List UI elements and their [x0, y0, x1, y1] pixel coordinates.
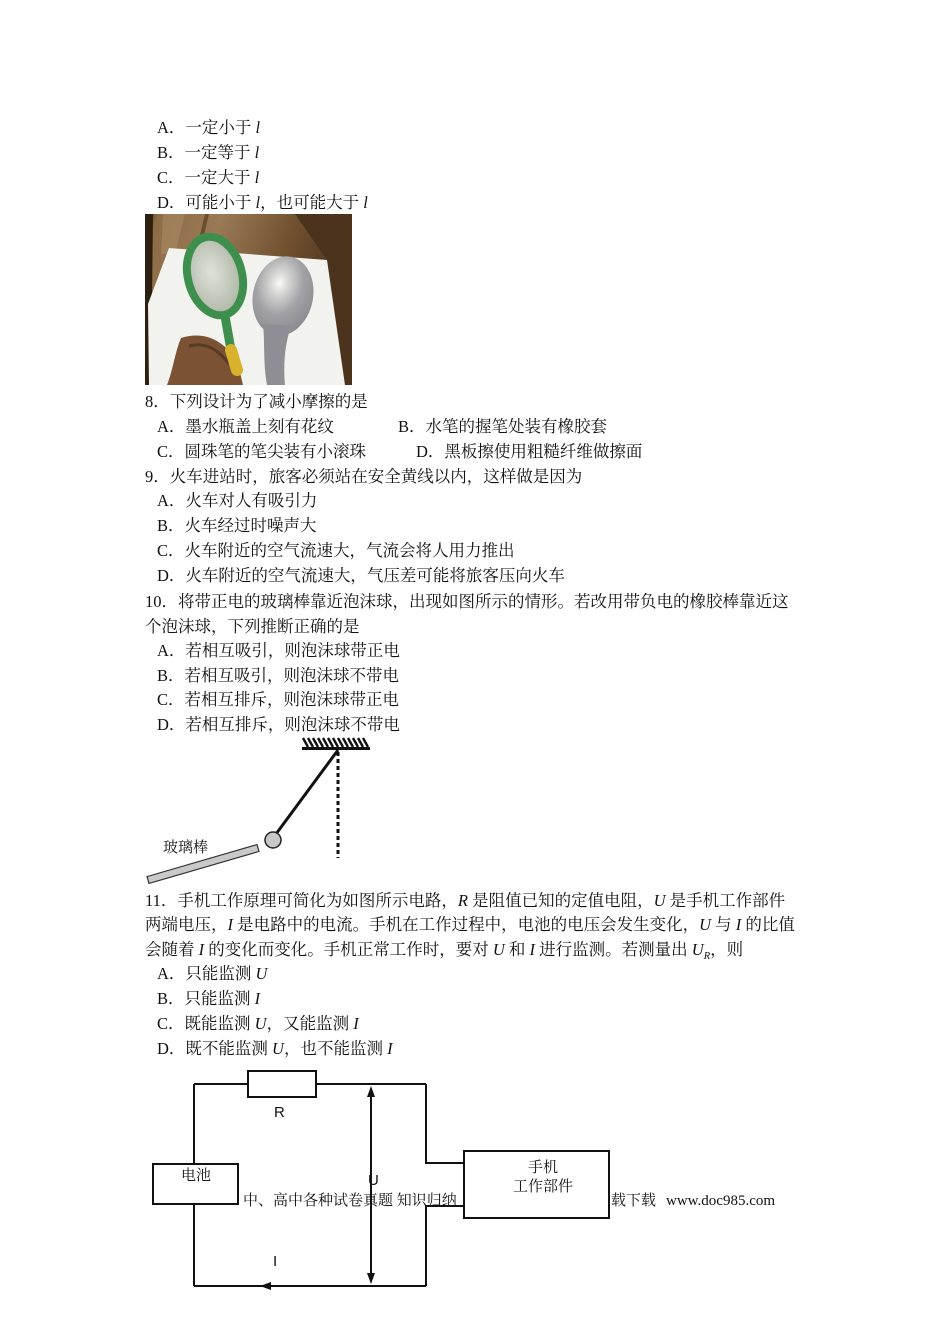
variable-l: l — [254, 168, 260, 187]
option-key: C． — [157, 541, 185, 560]
option-key: C． — [157, 442, 185, 461]
q8-stem: 8．下列设计为了减小摩擦的是 — [145, 392, 368, 411]
q10-stem-line2: 个泡沫球，下列推断正确的是 — [145, 617, 360, 636]
subscript-R: R — [703, 951, 711, 962]
foam-ball-figure — [140, 734, 380, 890]
option-key: C． — [157, 168, 185, 187]
stem-text: 是手机工作部件 — [665, 891, 786, 910]
variable-U: U — [255, 964, 268, 983]
option-key: C． — [157, 1014, 185, 1033]
stem-text: 会随着 — [145, 940, 199, 959]
q9-option-a — [157, 491, 317, 511]
variable-U: U — [691, 940, 704, 959]
variable-I: I — [529, 940, 536, 959]
option-key: B． — [157, 143, 185, 162]
q7-option-a — [157, 118, 260, 138]
q11-option-a — [157, 964, 267, 984]
option-text: 火车附近的空气流速大，气压差可能将旅客压向火车 — [185, 566, 565, 585]
variable-I: I — [387, 1039, 393, 1058]
option-text: 可能小于 — [185, 193, 256, 212]
q11-stem-line1 — [145, 891, 785, 911]
wire-right-upper — [426, 1084, 464, 1163]
voltage-label: U — [368, 1172, 379, 1189]
option-text: 圆珠笔的笔尖装有小滚珠 — [184, 442, 367, 461]
option-key: D． — [157, 715, 186, 734]
stem-text: 两端电压， — [145, 915, 228, 934]
option-text: 若相互排斥，则泡沫球带正电 — [184, 690, 400, 709]
q8-option-c — [157, 442, 366, 462]
variable-l: l — [363, 193, 368, 212]
magnifier-photo — [145, 214, 352, 385]
variable-l: l — [255, 193, 261, 212]
glass-rod-label: 玻璃棒 — [163, 840, 209, 856]
variable-U: U — [653, 891, 666, 910]
current-arrow — [260, 1282, 271, 1290]
option-key: A． — [157, 491, 186, 510]
variable-U: U — [492, 940, 505, 959]
stem-text: 和 — [504, 940, 530, 959]
footer-url: www.doc985.com — [666, 1193, 776, 1209]
option-text: 一定大于 — [184, 168, 255, 187]
option-text: 若相互吸引，则泡沫球带正电 — [185, 641, 400, 660]
option-text: 既不能监测 — [185, 1039, 273, 1058]
stem-text: 的变化而变化。手机正常工作时，要对 — [204, 940, 493, 959]
variable-I: I — [735, 915, 742, 934]
footer-fragment-right — [611, 1192, 775, 1210]
option-text: 一定等于 — [184, 143, 255, 162]
current-label: I — [273, 1253, 278, 1270]
option-text: ，也不能监测 — [283, 1039, 388, 1058]
q7-option-b — [157, 143, 259, 163]
option-text: 若相互排斥，则泡沫球不带电 — [185, 715, 400, 734]
variable-U: U — [254, 1014, 267, 1033]
battery-label: 电池 — [180, 1167, 211, 1184]
variable-I: I — [198, 940, 205, 959]
option-key: D． — [416, 442, 445, 461]
variable-U: U — [699, 915, 712, 934]
option-text: 黑板擦使用粗糙纤维做擦面 — [444, 442, 643, 461]
ceiling-bar — [302, 747, 370, 750]
q10-stem-line1: 10．将带正电的玻璃棒靠近泡沫球，出现如图所示的情形。若改用带负电的橡胶棒靠近这 — [145, 592, 789, 611]
variable-U: U — [272, 1039, 284, 1058]
stem-text: 是阻值已知的定值电阻， — [467, 891, 654, 910]
q9-stem: 9．火车进站时，旅客必须站在安全黄线以内，这样做是因为 — [145, 467, 583, 486]
q10-option-b — [157, 666, 399, 686]
option-key: D． — [157, 193, 186, 212]
q11-stem-line2 — [145, 915, 795, 935]
q7-option-d — [157, 193, 368, 213]
variable-R: R — [457, 891, 468, 910]
q7-option-c — [157, 168, 259, 188]
option-text: ，又能监测 — [266, 1014, 354, 1033]
resistor — [248, 1071, 316, 1097]
stem-text: 进行监测。若测量出 — [535, 940, 692, 959]
stem-text: 的比值 — [741, 915, 795, 934]
option-key: B． — [157, 989, 185, 1008]
q10-option-c — [157, 690, 399, 710]
footer-fragment-left: 中、高中各种试卷真题 知识归纳 — [243, 1193, 457, 1209]
q9-option-b — [157, 516, 317, 536]
stem-text: 是电路中的电流。手机在工作过程中，电池的电压会发生变化， — [233, 915, 700, 934]
stem-text: 与 — [711, 915, 736, 934]
variable-I: I — [227, 915, 233, 934]
option-text: 火车经过时噪声大 — [184, 516, 317, 535]
option-key: A． — [157, 641, 186, 660]
resistor-label: R — [274, 1104, 285, 1121]
option-text: 水笔的握笔处装有橡胶套 — [425, 417, 608, 436]
q10-option-d — [157, 715, 400, 735]
q11-option-c — [157, 1014, 359, 1034]
option-text: 若相互吸引，则泡沫球不带电 — [184, 666, 400, 685]
option-key: B． — [398, 417, 426, 436]
q8-option-a — [157, 417, 334, 437]
variable-l: l — [255, 118, 261, 137]
q9-option-c — [157, 541, 515, 561]
option-text: 只能监测 — [185, 964, 256, 983]
variable-I: I — [353, 1014, 359, 1033]
q8-option-b — [398, 417, 607, 437]
option-key: A． — [157, 964, 186, 983]
phone-label-line2: 工作部件 — [512, 1178, 573, 1195]
stem-text: 11．手机工作原理可简化为如图所示电路， — [145, 891, 458, 910]
q9-option-d — [157, 566, 565, 586]
thread — [276, 750, 338, 834]
foam-ball — [265, 832, 281, 848]
option-text: 既能监测 — [184, 1014, 255, 1033]
q11-option-d — [157, 1039, 393, 1059]
option-key: D． — [157, 1039, 186, 1058]
voltage-arrow-head-bottom — [367, 1273, 375, 1284]
option-key: D． — [157, 566, 186, 585]
option-text: 火车附近的空气流速大，气流会将人用力推出 — [184, 541, 515, 560]
variable-l: l — [254, 143, 260, 162]
q10-option-a — [157, 641, 400, 661]
q11-option-b — [157, 989, 260, 1009]
option-text: 火车对人有吸引力 — [185, 491, 318, 510]
option-text: 一定小于 — [185, 118, 256, 137]
option-key: C． — [157, 690, 185, 709]
option-key: B． — [157, 516, 185, 535]
q11-stem-line3 — [145, 940, 743, 963]
variable-I: I — [254, 989, 261, 1008]
option-key: A． — [157, 118, 186, 137]
phone-label-line1: 手机 — [527, 1159, 558, 1176]
stem-text: ，则 — [710, 940, 744, 959]
ceiling-hatch — [303, 738, 368, 747]
voltage-arrow-head-top — [367, 1086, 375, 1097]
q8-option-d — [416, 442, 642, 462]
footer-download-text: 载下载 — [611, 1193, 657, 1209]
option-text: 墨水瓶盖上刻有花纹 — [185, 417, 334, 436]
option-text: 只能监测 — [184, 989, 255, 1008]
option-key: A． — [157, 417, 186, 436]
option-text: ，也可能大于 — [260, 193, 364, 212]
wire-right-lower — [426, 1206, 464, 1286]
option-key: B． — [157, 666, 185, 685]
